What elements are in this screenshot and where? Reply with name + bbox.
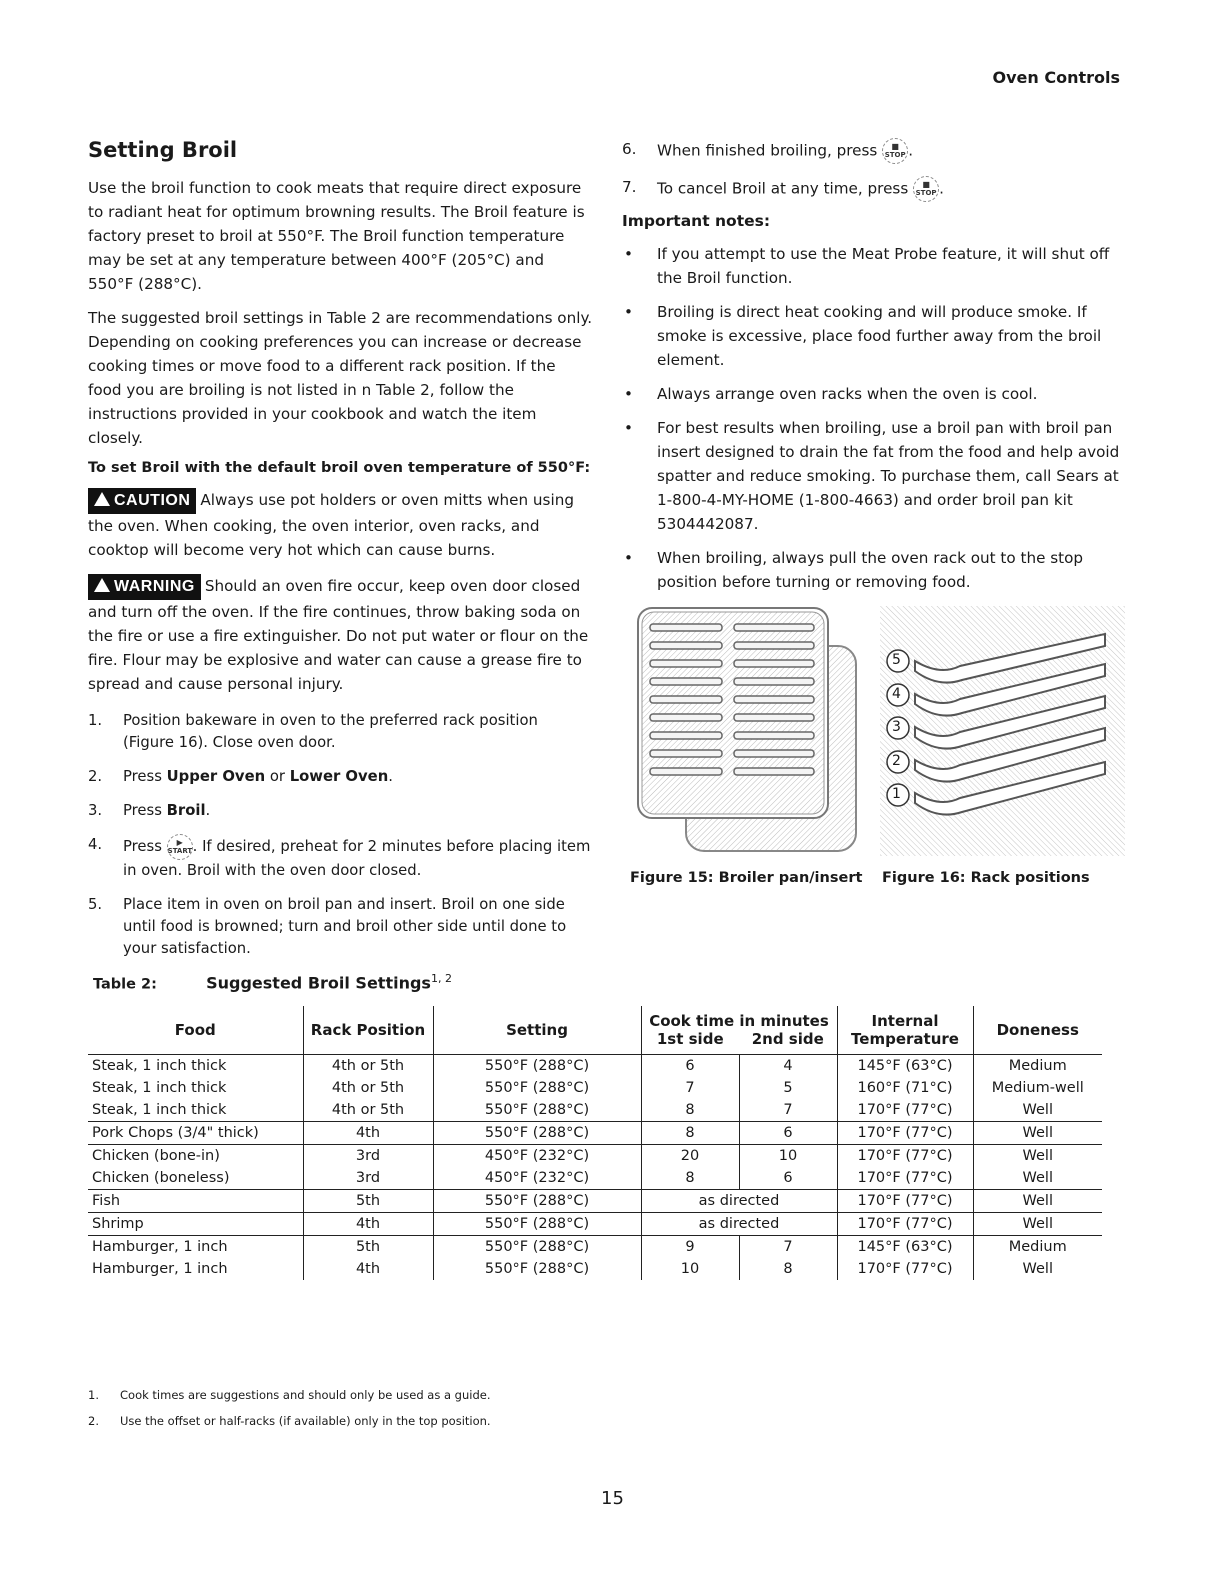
rack-number-3: 3 xyxy=(892,719,901,735)
intro-paragraph-1: Use the broil function to cook meats that require direct exposure to radiant heat for optimum browning results. The Broil feature is factory preset to broil at 550°F. The Broil function temperature may be set at any temperature between 400°F (205°C) and 550°F (288°C). xyxy=(88,179,585,293)
rack-cell: 4th or 5th 4th or 5th 4th or 5th xyxy=(303,1055,433,1122)
header-doneness: Doneness xyxy=(973,1006,1102,1055)
section-title: Setting Broil xyxy=(88,138,238,162)
warning-triangle-icon xyxy=(94,578,110,592)
header-food: Food xyxy=(174,1021,216,1039)
table-row-group-steak xyxy=(88,1055,1102,1122)
step-4: 4. Press ▶ START. If desired, preheat for 2 minutes before placing item in oven. Broil with the oven door closed. xyxy=(88,836,591,879)
subheading: To set Broil with the default broil oven temperature of 550°F: xyxy=(88,460,591,476)
steps-list xyxy=(88,710,593,960)
setting-cell: 550°F (288°C) 550°F (288°C) 550°F (288°C) xyxy=(433,1055,641,1122)
table-title: Table 2: Suggested Broil Settings$^{1, 2}$ xyxy=(93,972,452,993)
food-cell: Steak, 1 inch thick Steak, 1 inch thick Steak, 1 inch thick xyxy=(88,1055,303,1122)
footnote-2: 2. Use the offset or half-racks (if available) only in the top position. xyxy=(88,1414,491,1428)
right-column xyxy=(622,138,1127,604)
rack-positions-illustration xyxy=(880,606,1125,856)
caution-text: Always use pot holders or oven mitts when using the oven. When cooking, the oven interior, oven racks, and cooktop will become very hot which can cause burns. xyxy=(88,491,574,559)
table-row-group-chicken: Chicken (bone-in) Chicken (boneless) 3rd 3rd 450°F (232°C) 450°F (232°C) 20 8 10 6 170°F (77°C) 170°F (77°C) Well Well xyxy=(88,1145,1102,1190)
header-2nd-side: 2nd side xyxy=(751,1030,824,1048)
header-setting: Setting xyxy=(433,1006,641,1055)
note-item: • Broiling is direct heat cooking and will produce smoke. If smoke is excessive, place food further away from the broil element. xyxy=(622,300,1127,372)
note-item: • If you attempt to use the Meat Probe feature, it will shut off the Broil function. xyxy=(622,242,1127,290)
rack-number-5: 5 xyxy=(892,652,901,668)
rack-number-2: 2 xyxy=(892,753,901,769)
figure-15-caption: Figure 15: Broiler pan/insert xyxy=(630,870,863,886)
stop-button-icon: ■ STOP xyxy=(913,176,939,202)
left-column xyxy=(88,138,593,972)
warning-badge: WARNING xyxy=(88,574,201,600)
figure-16-caption: Figure 16: Rack positions xyxy=(882,870,1090,886)
table-row-pork: Pork Chops (3/4" thick) 4th 550°F (288°C) 8 6 170°F (77°C) Well xyxy=(88,1122,1102,1145)
side2-cell: 4 5 7 xyxy=(739,1055,837,1122)
rack-number-1: 1 xyxy=(892,786,901,802)
intro-paragraph-2: The suggested broil settings in Table 2 are recommendations only. Depending on cooking preferences you can increase or decrease cooking times or move food to a different rack position. If the food you are broiling is not listed in n Table 2, follow the instructions provided in your cookbook and watch the item closely. xyxy=(88,309,593,447)
step-3: 3. Press Broil. xyxy=(88,802,211,819)
header-temperature: Temperature xyxy=(837,1030,973,1055)
warning-text: Should an oven fire occur, keep oven door closed and turn off the oven. If the fire continues, throw baking soda on the fire or use a fire extinguisher. Do not put water or flour on the fire. Flour may be explosive and water can cause a grease fire to spread and cause personal injury. xyxy=(88,577,589,693)
step-7: 7. To cancel Broil at any time, press ■ STOP . xyxy=(622,176,1127,202)
step-2: 2. Press Upper Oven or Lower Oven. xyxy=(88,768,393,785)
warning-block xyxy=(88,574,593,696)
notes-list xyxy=(622,242,1127,594)
doneness-cell: Medium Medium-well Well xyxy=(973,1055,1102,1122)
caution-block xyxy=(88,488,593,562)
warning-triangle-icon xyxy=(94,492,110,506)
figure-broiler-pan xyxy=(636,606,861,861)
table-row-group-hamburger: Hamburger, 1 inch Hamburger, 1 inch 5th 4th 550°F (288°C) 550°F (288°C) 9 10 7 8 145°F (63°C) 170°F (77°C) Medium Well xyxy=(88,1236,1102,1281)
header-rack-position: Rack Position xyxy=(303,1006,433,1055)
broiler-pan-illustration xyxy=(636,606,861,861)
step-6: 6. When finished broiling, press ■ STOP . xyxy=(622,138,1127,164)
page-number: 15 xyxy=(601,1488,624,1509)
note-item: • When broiling, always pull the oven rack out to the stop position before turning or removing food. xyxy=(622,546,1127,594)
note-item: • Always arrange oven racks when the oven is cool. xyxy=(622,382,1127,406)
start-button-icon: ▶ START xyxy=(167,834,193,860)
notes-heading: Important notes: xyxy=(622,212,771,230)
side1-cell: 6 7 8 xyxy=(641,1055,739,1122)
broil-settings-table xyxy=(88,1006,1102,1280)
page-header: Oven Controls xyxy=(992,68,1120,87)
table-header-row xyxy=(88,1006,1102,1030)
header-internal: Internal xyxy=(837,1006,973,1030)
figure-rack-positions xyxy=(880,606,1125,856)
header-cook-time: Cook time in minutes xyxy=(641,1006,837,1030)
note-item: • For best results when broiling, use a broil pan with broil pan insert designed to drain the fat from the food and help avoid spatter and reduce smoking. To purchase them, call Sears at 1-800-4-MY-HOME (1-800-4663) and order broil pan kit 5304442087. xyxy=(622,416,1127,536)
step-1: 1. Position bakeware in oven to the preferred rack position (Figure 16). Close oven door. xyxy=(88,712,538,751)
temp-cell: 145°F (63°C) 160°F (71°C) 170°F (77°C) xyxy=(837,1055,973,1122)
steps-list-continued xyxy=(622,138,1127,202)
stop-button-icon: ■ STOP xyxy=(882,138,908,164)
table-row-shrimp: Shrimp 4th 550°F (288°C) as directed 170°F (77°C) Well xyxy=(88,1213,1102,1236)
rack-number-4: 4 xyxy=(892,686,901,702)
footnote-1: 1. Cook times are suggestions and should only be used as a guide. xyxy=(88,1388,491,1402)
step-5: 5. Place item in oven on broil pan and insert. Broil on one side until food is browned; turn and broil other side until done to your satisfaction. xyxy=(88,896,567,957)
caution-badge: CAUTION xyxy=(88,488,196,514)
table-row-fish: Fish 5th 550°F (288°C) as directed 170°F (77°C) Well xyxy=(88,1190,1102,1213)
header-1st-side: 1st side xyxy=(641,1030,739,1055)
